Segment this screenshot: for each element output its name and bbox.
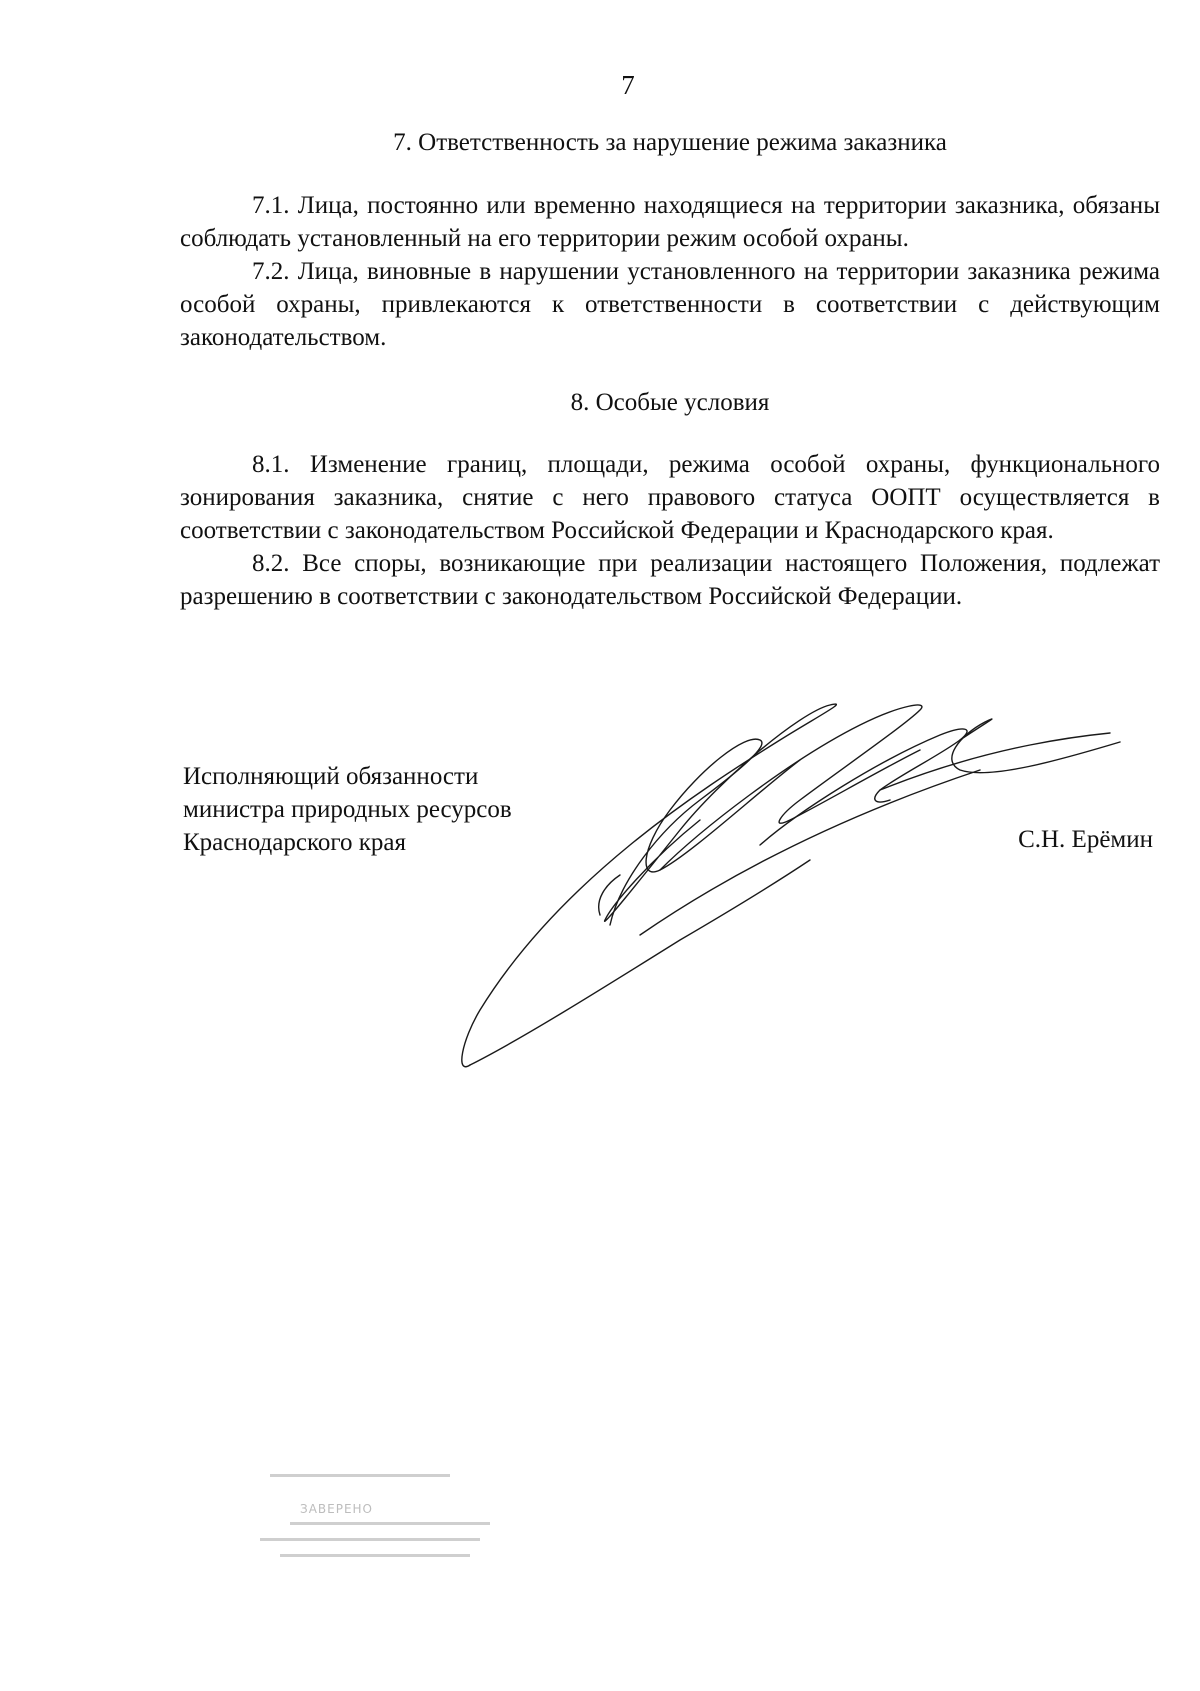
paragraph-8-2: 8.2. Все споры, возникающие при реализации настоящего Положения, подлежат разрешению в соответствии с законодательством Российской Федерации.: [180, 550, 1160, 610]
paragraph-7-1: 7.1. Лица, постоянно или временно находящиеся на территории заказника, обязаны соблюдать установленный на его территории режим особой охраны.: [180, 192, 1160, 252]
signatory-title-line: Краснодарского края: [183, 829, 406, 856]
paragraph-7-2: 7.2. Лица, виновные в нарушении установленного на территории заказника режима особой охраны, привлекаются к ответственности в соответствии с действующим законодательством.: [180, 258, 1160, 351]
section-7-body: [180, 189, 1160, 354]
page-number: 7: [621, 70, 635, 100]
signatory-title-line: министра природных ресурсов: [183, 796, 512, 823]
section-8-heading: 8. Особые условия: [570, 389, 770, 416]
section-7-heading: 7. Ответственность за нарушение режима заказника: [393, 129, 947, 156]
stamp-label: ЗАВЕРЕНО: [300, 1502, 374, 1516]
faded-stamp: [250, 1466, 530, 1576]
section-8-body: [180, 448, 1160, 613]
signatory-title-line: Исполняющий обязанности: [183, 763, 479, 790]
signatory-name: С.Н. Ерёмин: [1018, 826, 1153, 853]
signatory-title: [183, 760, 512, 859]
paragraph-8-1: 8.1. Изменение границ, площади, режима особой охраны, функционального зонирования заказника, снятие с него правового статуса ООПТ осуществляется в соответствии с законодательством Российской Федерации и Краснодарского края.: [180, 451, 1160, 544]
